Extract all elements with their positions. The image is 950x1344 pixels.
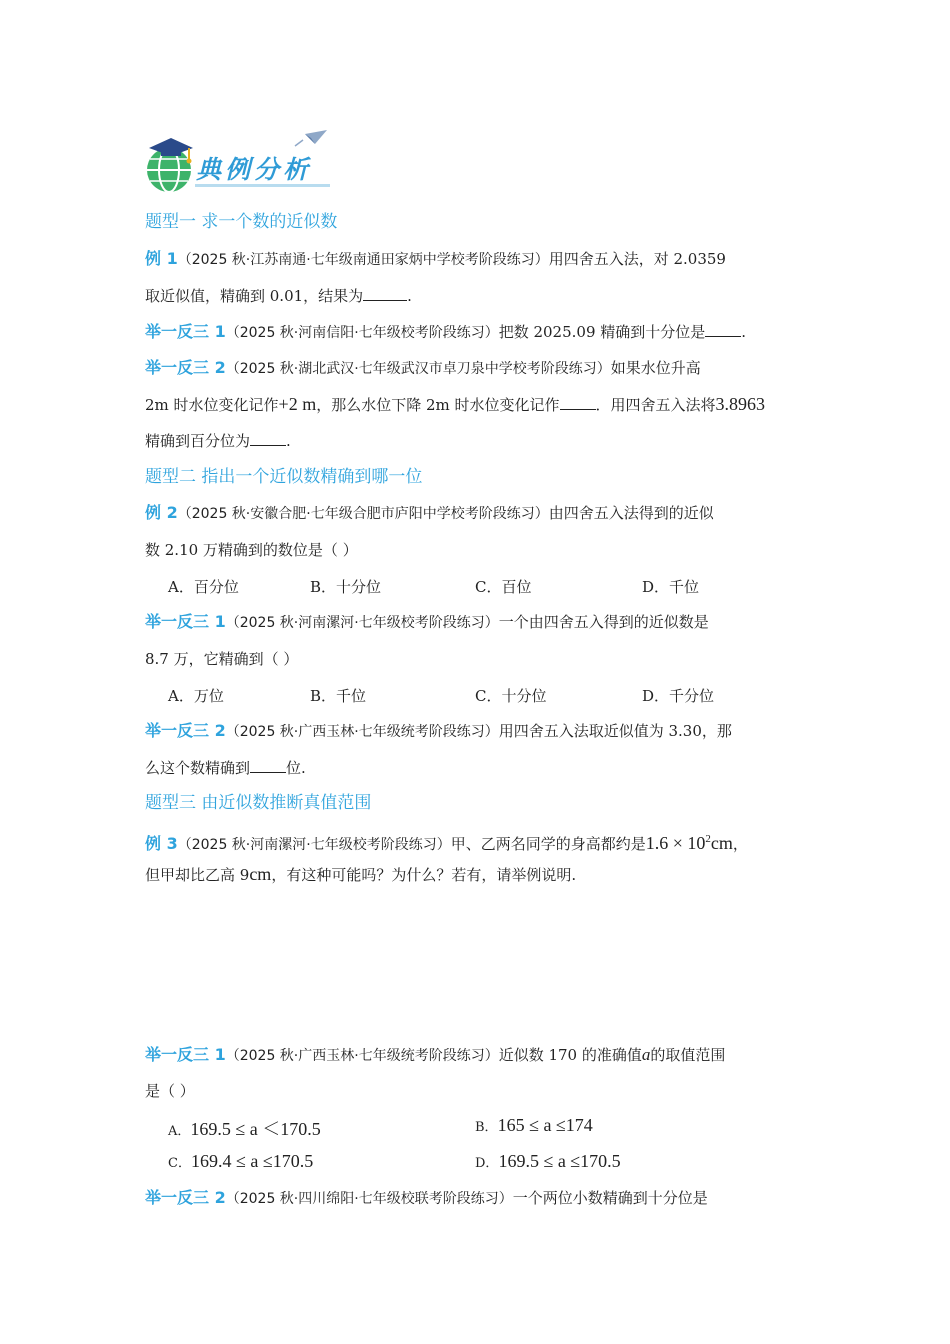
- question-label: 举一反三 1: [145, 322, 226, 341]
- question-3-line-1: [145, 358, 815, 379]
- option-a[interactable]: [168, 1115, 321, 1141]
- question-text: 近似数 170 的准确值: [498, 1046, 642, 1064]
- question-label: 举一反三 1: [145, 612, 226, 631]
- question-2: [145, 322, 815, 343]
- math-variable: a: [641, 1045, 651, 1064]
- question-4-line-1: [145, 503, 815, 524]
- globe-graduation-cap-icon: [147, 138, 193, 192]
- math-exponent: 2: [705, 833, 711, 845]
- question-text: 么这个数精确到: [145, 759, 251, 777]
- question-label: 举一反三 2: [145, 358, 226, 377]
- option-b[interactable]: B．千位: [310, 687, 367, 705]
- option-d[interactable]: D．千分位: [642, 687, 715, 705]
- question-5-line-2: 8.7 万，它精确到（ ）: [145, 650, 299, 668]
- question-text: 用四舍五入法取近似值为 3.30，那: [498, 722, 732, 740]
- option-b[interactable]: B．十分位: [310, 578, 382, 596]
- answer-blank[interactable]: [250, 758, 286, 773]
- question-1-line-2: [145, 286, 815, 306]
- question-text: 但甲却比乙高 9: [145, 866, 250, 884]
- option-expression: 169.5 ≤ a ≤170.5: [498, 1151, 621, 1171]
- question-source: （2025 秋·安徽合肥·七年级合肥市庐阳中学校考阶段练习）: [177, 506, 549, 522]
- question-7-line-2: [145, 864, 815, 885]
- math-expression: +2 m: [278, 394, 317, 414]
- question-label: 例 3: [145, 834, 178, 853]
- question-text: 位.: [286, 759, 306, 777]
- question-text: 如果水位升高: [610, 359, 701, 377]
- question-label: 举一反三 2: [145, 721, 226, 740]
- question-4-line-2: 数 2.10 万精确到的数位是（ ）: [145, 541, 358, 559]
- question-text: 一个两位小数精确到十分位是: [512, 1189, 708, 1207]
- option-d[interactable]: [475, 1151, 621, 1172]
- option-letter: C．: [168, 1156, 191, 1171]
- question-7-line-1: [145, 829, 815, 855]
- question-source: （2025 秋·河南漯河·七年级校考阶段练习）: [177, 837, 451, 853]
- question-1-line-1: [145, 249, 815, 270]
- math-expression: [646, 833, 733, 853]
- math-expression: 3.8963: [715, 394, 766, 414]
- answer-blank[interactable]: [250, 431, 286, 446]
- question-text: 由四舍五入法得到的近似: [548, 504, 714, 522]
- punctuation: .: [741, 323, 747, 341]
- question-8-line-2: 是（ ）: [145, 1082, 195, 1100]
- question-text: 一个由四舍五入得到的近似数是: [498, 613, 709, 631]
- question-source: （2025 秋·四川绵阳·七年级校联考阶段练习）: [225, 1191, 513, 1207]
- question-9-line-1: [145, 1188, 815, 1209]
- question-source: （2025 秋·河南信阳·七年级校考阶段练习）: [225, 325, 499, 341]
- question-text: 取近似值，精确到 0.01，结果为: [145, 287, 364, 305]
- question-source: （2025 秋·湖北武汉·七年级武汉市卓刀泉中学校考阶段练习）: [225, 361, 611, 377]
- paper-plane-icon: [295, 130, 327, 146]
- question-text: ，有这种可能吗？为什么？若有，请举例说明.: [271, 866, 577, 884]
- question-text: ，那么水位下降 2m 时水位变化记作: [316, 396, 560, 414]
- option-letter: B．: [475, 1120, 498, 1135]
- question-label: 举一反三 2: [145, 1188, 226, 1207]
- banner-title: 典例分析: [196, 155, 313, 184]
- section-2-title: 题型二 指出一个近似数精确到哪一位: [145, 467, 423, 487]
- answer-blank[interactable]: [560, 395, 596, 410]
- option-a[interactable]: A．百分位: [168, 578, 239, 596]
- answer-blank[interactable]: [705, 322, 741, 337]
- punctuation: .: [286, 432, 291, 450]
- math-unit: cm: [249, 864, 272, 884]
- question-label: 例 2: [145, 503, 178, 522]
- option-expression: 165 ≤ a ≤174: [497, 1115, 593, 1135]
- question-text: ．用四舍五入法将: [595, 396, 716, 414]
- question-text: 甲、乙两名同学的身高都约是: [450, 835, 646, 853]
- answer-blank[interactable]: [363, 286, 407, 301]
- question-text: 把数 2025.09 精确到十分位是: [498, 323, 706, 341]
- math-unit: cm: [710, 833, 733, 853]
- question-8-line-1: [145, 1045, 815, 1066]
- question-source: （2025 秋·江苏南通·七年级南通田家炳中学校考阶段练习）: [177, 252, 549, 268]
- option-expression: 169.5 ≤ a ＜170.5: [190, 1119, 321, 1139]
- math-base: 1.6 × 10: [645, 833, 706, 853]
- question-label: 例 1: [145, 249, 178, 268]
- question-6-line-2: [145, 758, 815, 778]
- question-source: （2025 秋·广西玉林·七年级统考阶段练习）: [225, 724, 499, 740]
- question-label: 举一反三 1: [145, 1045, 226, 1064]
- section-1-title: 题型一 求一个数的近似数: [145, 212, 338, 232]
- question-3-line-2: [145, 394, 815, 415]
- question-source: （2025 秋·河南漯河·七年级校考阶段练习）: [225, 615, 499, 631]
- option-letter: D．: [475, 1156, 499, 1171]
- question-text: 精确到百分位为: [145, 432, 251, 450]
- section-3-title: 题型三 由近似数推断真值范围: [145, 793, 372, 813]
- question-6-line-1: [145, 721, 815, 742]
- option-c[interactable]: C．十分位: [475, 687, 547, 705]
- option-c[interactable]: [168, 1151, 313, 1172]
- option-a[interactable]: A．万位: [168, 687, 224, 705]
- option-letter: A．: [168, 1124, 191, 1139]
- option-expression: 169.4 ≤ a ≤170.5: [190, 1151, 314, 1171]
- question-text: 的取值范围: [650, 1046, 726, 1064]
- option-c[interactable]: C．百位: [475, 578, 532, 596]
- question-text: 用四舍五入法，对 2.0359: [548, 250, 726, 268]
- question-5-line-1: [145, 612, 815, 633]
- question-text: 2m 时水位变化记作: [145, 396, 279, 414]
- option-b[interactable]: [475, 1115, 593, 1136]
- question-source: （2025 秋·广西玉林·七年级统考阶段练习）: [225, 1048, 499, 1064]
- question-3-line-3: [145, 431, 815, 451]
- option-d[interactable]: D．千位: [642, 578, 700, 596]
- punctuation: ，: [732, 835, 748, 853]
- punctuation: .: [407, 287, 412, 305]
